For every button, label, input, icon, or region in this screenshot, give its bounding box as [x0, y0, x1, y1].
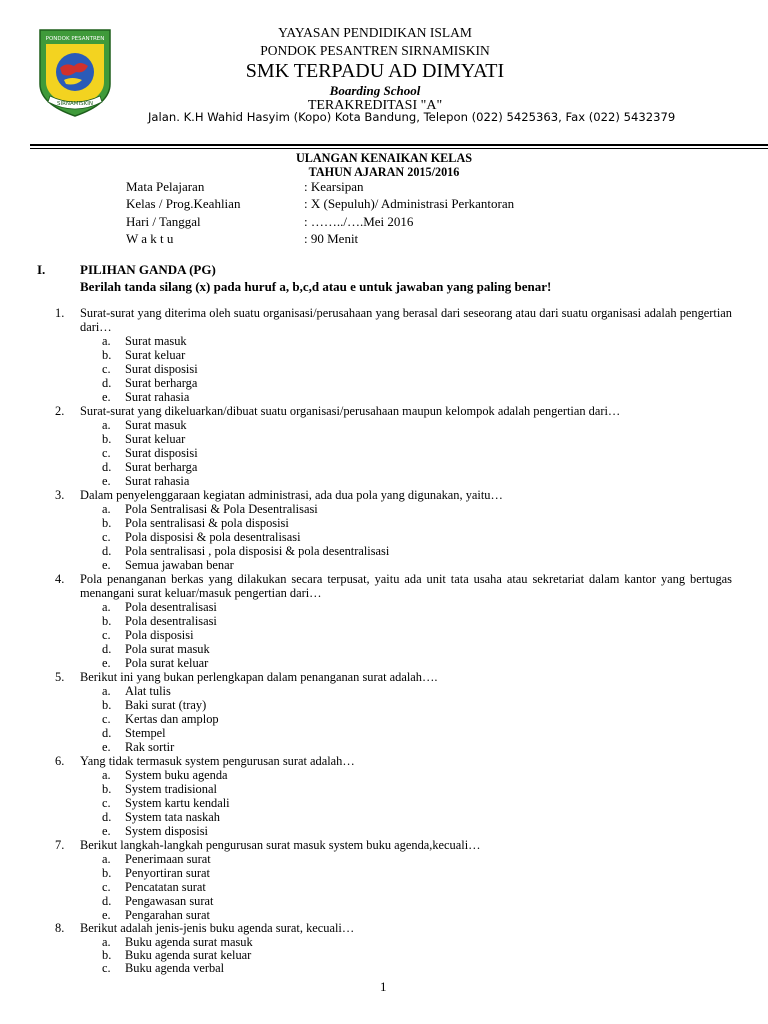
option-text: Surat disposisi — [125, 446, 198, 460]
question-number: 1. — [55, 306, 65, 320]
option-letter: d. — [102, 810, 112, 824]
option-letter: d. — [102, 376, 112, 390]
school-address: Jalan. K.H Wahid Hasyim (Kopo) Kota Bandung, Telepon (022) 5425363, Fax (022) 5432379 — [148, 110, 676, 124]
option-text: Baki surat (tray) — [125, 698, 207, 712]
logo-text-top: PONDOK PESANTREN — [45, 36, 105, 42]
option-letter: e. — [102, 740, 111, 754]
option-letter: b. — [102, 782, 112, 796]
option-text: Pola surat masuk — [125, 642, 210, 656]
option-text: Rak sortir — [125, 740, 175, 754]
pesantren-name: PONDOK PESANTREN SIRNAMISKIN — [260, 43, 490, 58]
question-item — [55, 838, 733, 852]
question-number: 8. — [55, 921, 65, 935]
option-letter: e. — [102, 558, 111, 572]
info-value: : X (Sepuluh)/ Administrasi Perkantoran — [304, 196, 515, 211]
option-text: Surat disposisi — [125, 362, 198, 376]
accreditation-label: TERAKREDITASI "A" — [307, 98, 443, 113]
school-name: SMK TERPADU AD DIMYATI — [245, 60, 505, 82]
question-number: 7. — [55, 838, 65, 852]
option-text: Surat berharga — [125, 460, 198, 474]
option-text: Surat keluar — [125, 432, 186, 446]
option-text: System tata naskah — [125, 810, 220, 824]
boarding-label: Boarding School — [329, 83, 421, 98]
option-text: Surat masuk — [125, 334, 187, 348]
info-label: W a k t u — [126, 231, 174, 246]
option-text: Pola sentralisasi , pola disposisi & pola desentralisasi — [125, 544, 390, 558]
info-value: : ……../….Mei 2016 — [304, 214, 414, 229]
question-text: Pola penanganan berkas yang dilakukan secara terpusat, yaitu ada unit tata usaha atau sekretariat dalam kantor yang bertugas menangani surat keluar/masuk pengertian dari… — [80, 572, 732, 600]
info-value: : 90 Menit — [304, 231, 359, 246]
question-item — [55, 572, 733, 600]
option-text: Surat berharga — [125, 376, 198, 390]
option-letter: b. — [102, 948, 112, 962]
option-text: Kertas dan amplop — [125, 712, 219, 726]
option-letter: a. — [102, 935, 111, 949]
option-text: Buku agenda surat masuk — [125, 935, 253, 949]
header-divider — [30, 144, 768, 146]
option-letter: b. — [102, 348, 112, 362]
option-text: Surat keluar — [125, 348, 186, 362]
option-letter: c. — [102, 712, 111, 726]
option-text: Semua jawaban benar — [125, 558, 234, 572]
option-text: System buku agenda — [125, 768, 228, 782]
option-text: Pola disposisi — [125, 628, 194, 642]
option-letter: d. — [102, 642, 112, 656]
question-text: Dalam penyelenggaraan kegiatan administrasi, ada dua pola yang digunakan, yaitu… — [80, 488, 503, 502]
option-letter: c. — [102, 796, 111, 810]
option-letter: a. — [102, 684, 111, 698]
option-letter: a. — [102, 334, 111, 348]
option-letter: a. — [102, 418, 111, 432]
question-item — [55, 670, 733, 684]
option-letter: b. — [102, 516, 112, 530]
option-letter: a. — [102, 600, 111, 614]
question-text: Berikut langkah-langkah pengurusan surat masuk system buku agenda,kecuali… — [80, 838, 481, 852]
option-letter: e. — [102, 656, 111, 670]
option-letter: c. — [102, 530, 111, 544]
option-letter: b. — [102, 698, 112, 712]
option-letter: e. — [102, 824, 111, 838]
question-text: Surat-surat yang diterima oleh suatu organisasi/perusahaan yang berasal dari seseorang atau dari suatu organisasi adalah pengertian dari… — [80, 306, 732, 334]
option-letter: d. — [102, 726, 112, 740]
section-title: PILIHAN GANDA (PG) — [80, 262, 216, 277]
question-item — [55, 306, 733, 334]
option-text: Penyortiran surat — [125, 866, 210, 880]
exam-title: ULANGAN KENAIKAN KELAS — [295, 151, 473, 165]
question-number: 4. — [55, 572, 65, 586]
option-text: Pola desentralisasi — [125, 600, 217, 614]
option-text: Surat rahasia — [125, 390, 190, 404]
option-text: Pola Sentralisasi & Pola Desentralisasi — [125, 502, 318, 516]
question-text: Berikut ini yang bukan perlengkapan dalam penanganan surat adalah…. — [80, 670, 438, 684]
option-letter: b. — [102, 614, 112, 628]
info-label: Mata Pelajaran — [126, 179, 205, 194]
logo-text-bottom: SIRNAMISKIN — [56, 101, 94, 107]
option-letter: a. — [102, 502, 111, 516]
option-text: Surat masuk — [125, 418, 187, 432]
option-letter: a. — [102, 768, 111, 782]
option-text: Pola sentralisasi & pola disposisi — [125, 516, 289, 530]
option-text: Pengawasan surat — [125, 894, 214, 908]
option-letter: a. — [102, 852, 111, 866]
option-letter: c. — [102, 362, 111, 376]
question-text: Surat-surat yang dikeluarkan/dibuat suatu organisasi/perusahaan maupun kelompok adalah pengertian dari… — [80, 404, 621, 418]
question-number: 5. — [55, 670, 65, 684]
option-text: Pola disposisi & pola desentralisasi — [125, 530, 301, 544]
option-text: Surat rahasia — [125, 474, 190, 488]
option-letter: b. — [102, 432, 112, 446]
info-value: : Kearsipan — [304, 179, 364, 194]
info-label: Hari / Tanggal — [126, 214, 201, 229]
option-letter: d. — [102, 460, 112, 474]
option-letter: c. — [102, 880, 111, 894]
info-label: Kelas / Prog.Keahlian — [126, 196, 241, 211]
question-item — [55, 488, 733, 502]
option-letter: c. — [102, 446, 111, 460]
option-letter: c. — [102, 628, 111, 642]
option-text: Buku agenda surat keluar — [125, 948, 252, 962]
option-text: Stempel — [125, 726, 166, 740]
option-letter: d. — [102, 894, 112, 908]
question-text: Berikut adalah jenis-jenis buku agenda surat, kecuali… — [80, 921, 355, 935]
foundation-name: YAYASAN PENDIDIKAN ISLAM — [278, 25, 472, 40]
option-text: Pengarahan surat — [125, 908, 210, 922]
question-number: 2. — [55, 404, 65, 418]
question-number: 3. — [55, 488, 65, 502]
option-text: Pola desentralisasi — [125, 614, 217, 628]
option-letter: e. — [102, 908, 111, 922]
exam-year: TAHUN AJARAN 2015/2016 — [308, 165, 460, 179]
option-letter: c. — [102, 961, 111, 975]
question-item — [55, 921, 733, 935]
option-text: System kartu kendali — [125, 796, 230, 810]
section-instruction: Berilah tanda silang (x) pada huruf a, b,c,d atau e untuk jawaban yang paling benar! — [80, 279, 552, 294]
option-text: Pencatatan surat — [125, 880, 206, 894]
option-text: System tradisional — [125, 782, 217, 796]
question-item — [55, 754, 733, 768]
option-text: Alat tulis — [125, 684, 171, 698]
question-item — [55, 404, 733, 418]
question-text: Yang tidak termasuk system pengurusan surat adalah… — [80, 754, 355, 768]
page-number: 1 — [380, 979, 387, 994]
option-letter: e. — [102, 474, 111, 488]
header-divider-thin — [30, 148, 768, 149]
option-text: Pola surat keluar — [125, 656, 209, 670]
option-letter: e. — [102, 390, 111, 404]
option-letter: b. — [102, 866, 112, 880]
option-letter: d. — [102, 544, 112, 558]
question-number: 6. — [55, 754, 65, 768]
section-number: I. — [37, 262, 46, 277]
option-text: System disposisi — [125, 824, 208, 838]
option-text: Penerimaan surat — [125, 852, 211, 866]
option-text: Buku agenda verbal — [125, 961, 225, 975]
